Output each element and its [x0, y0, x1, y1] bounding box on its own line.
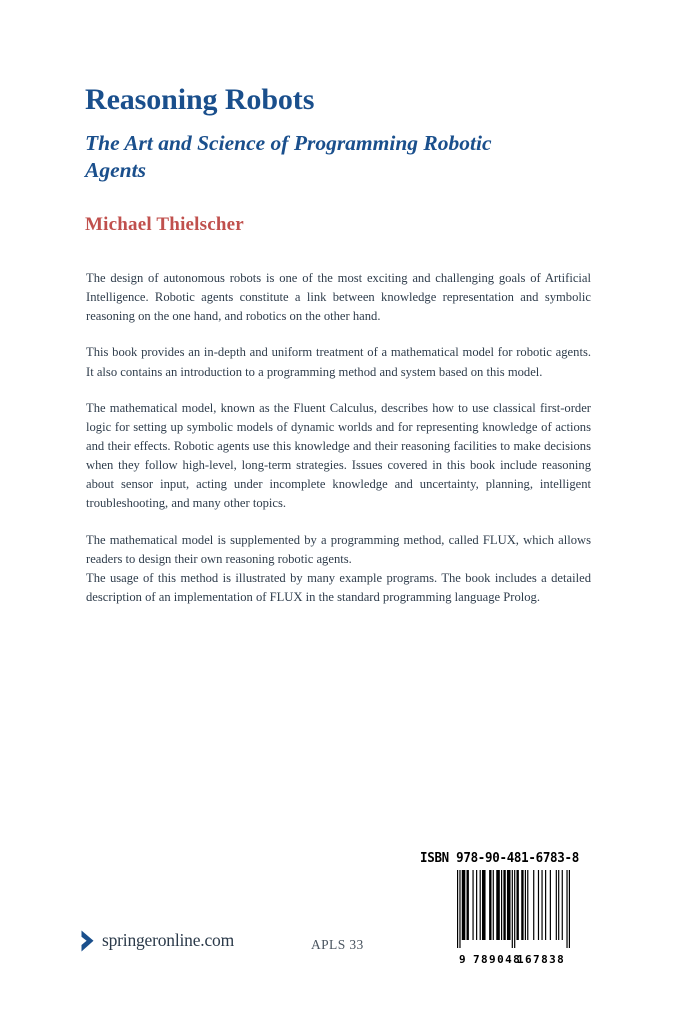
blurb-paragraph: The design of autonomous robots is one of the most exciting and challenging goals of Artificial Intelligence. Robotic agents constitute a link between knowledge representation and symbolic reasoning on the one hand, and robotics on the other hand. [86, 271, 591, 324]
author-name: Michael Thielscher [85, 214, 244, 235]
isbn-area [420, 849, 580, 966]
page-title: Reasoning Robots [85, 83, 315, 116]
blurb-paragraph: The usage of this method is illustrated by many example programs. The book includes a detailed description of an implementation of FLUX in the standard programming language Prolog. [86, 570, 591, 604]
series-code-label: APLS 33 [311, 937, 364, 952]
publisher-logo [80, 930, 234, 952]
ean13-barcode-icon [457, 870, 570, 966]
blurb-text [86, 269, 591, 607]
blurb-paragraph: The mathematical model is supplemented by a programming method, called FLUX, which allows readers to design their own reasoning robotic agents. [86, 532, 591, 566]
blurb-paragraph: This book provides an in-depth and uniform treatment of a mathematical model for robotic agents. It also contains an introduction to a programming method and system based on this model. [86, 345, 591, 379]
barcode-digits-group2: 167838 [517, 953, 566, 966]
chevron-right-icon [80, 930, 95, 952]
barcode [457, 870, 570, 966]
title-block [85, 84, 585, 185]
publisher-url-label: springeronline.com [102, 930, 234, 951]
barcode-digits-group1: 789048 [473, 953, 522, 966]
book-subtitle: The Art and Science of Programming Robotic Agents [85, 130, 492, 183]
blurb-paragraph: The mathematical model, known as the Fluent Calculus, describes how to use classical first-order logic for setting up symbolic models of dynamic worlds and for representing knowledge of actions and their effects. Robotic agents use this knowledge and their reasoning facilities to make decisions when they follow high-level, long-term strategies. Issues covered in this book include reasoning about sensor input, acting under incomplete knowledge and uncertainty, planning, intelligent troubleshooting, and many other topics. [86, 400, 591, 511]
barcode-digit-left: 9 [459, 953, 466, 966]
isbn-number: ISBN 978-90-481-6783-8 [420, 849, 579, 866]
